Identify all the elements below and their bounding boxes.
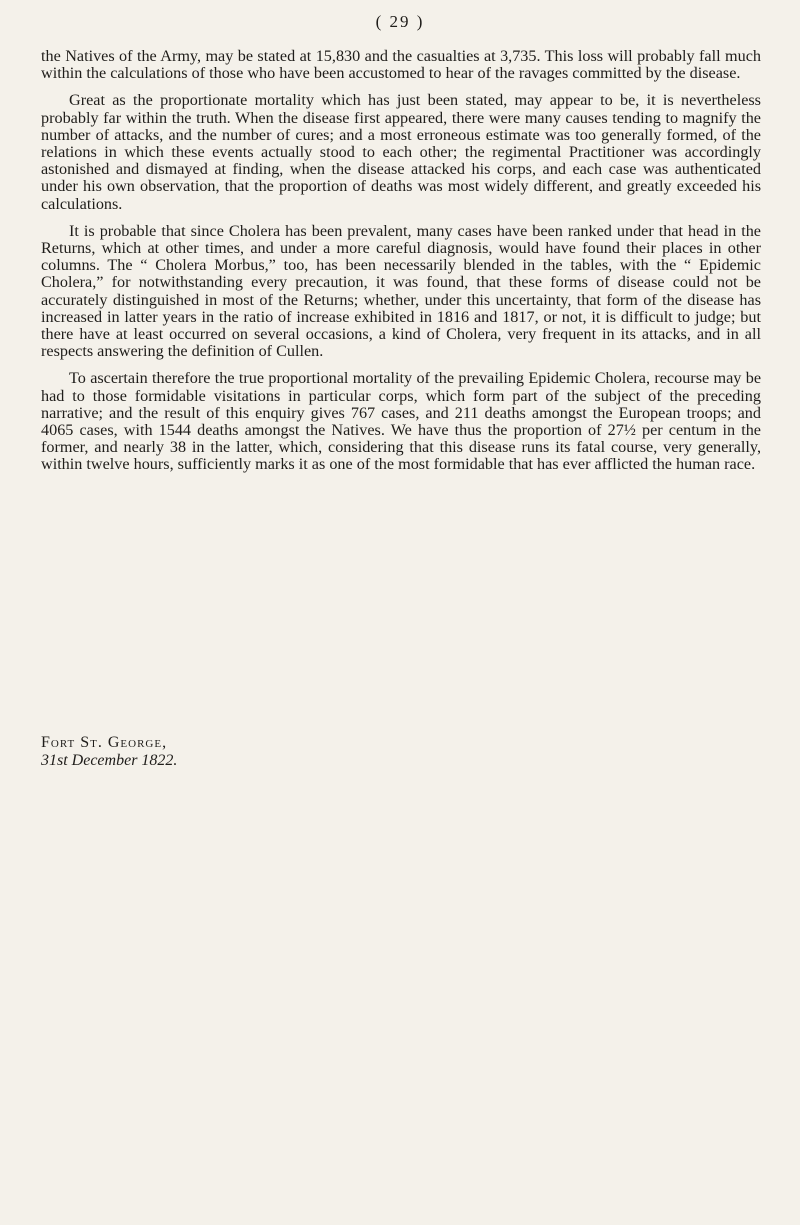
page-number: ( 29 ): [375, 12, 425, 31]
signature-place: Fort St. George,: [41, 734, 168, 751]
signature-block: [41, 734, 441, 770]
paragraph-1: the Natives of the Army, may be stated at 15,830 and the casualties at 3,735. This loss will probably fall much within the calculations of those who have been accustomed to hear of the ravages committed by the disease.: [41, 47, 761, 83]
paragraph-4: To ascertain therefore the true proportional mortality of the prevailing Epidemic Cholera, recourse may be had to those formidable visitations in particular corps, which form part of the subject of the preceding narrative; and the result of this enquiry gives 767 cases, and 211 deaths amongst the European troops; and 4065 cases, with 1544 deaths amongst the Natives. We have thus the proportion of 27½ per centum in the former, and nearly 38 in the latter, which, considering that this disease runs its fatal course, very generally, within twelve hours, sufficiently marks it as one of the most formidable that has ever afflicted the human race.: [41, 369, 761, 474]
signature-date: 31st December 1822.: [41, 752, 178, 769]
paragraph-2: Great as the proportionate mortality which has just been stated, may appear to be, it is nevertheless probably far within the truth. When the disease first appeared, there were many causes tending to magnify the number of attacks, and the number of cures; and a most erroneous estimate was too generally formed, of the relations in which these events actually stood to each other; the regimental Practitioner was accordingly astonished and dismayed at finding, when the disease attacked his corps, and each case was authenticated under his own observation, that the proportion of deaths was most widely different, and greatly exceeded his calculations.: [41, 91, 761, 213]
body-text: [41, 48, 761, 484]
paragraph-3: It is probable that since Cholera has been prevalent, many cases have been ranked under that head in the Returns, which at other times, and under a more careful diagnosis, would have found their places in other columns. The “ Cholera Morbus,” too, has been necessarily blended in the tables, with the “ Epidemic Cholera,” for notwithstanding every precaution, it was found, that these forms of disease could not be accurately distinguished in most of the Returns; whether, under this uncertainty, that form of the disease has increased in latter years in the ratio of increase exhibited in 1816 and 1817, or not, it is difficult to judge; but there have at least occurred on several occasions, a kind of Cholera, very frequent in its attacks, and in all respects answering the definition of Cullen.: [41, 221, 761, 361]
